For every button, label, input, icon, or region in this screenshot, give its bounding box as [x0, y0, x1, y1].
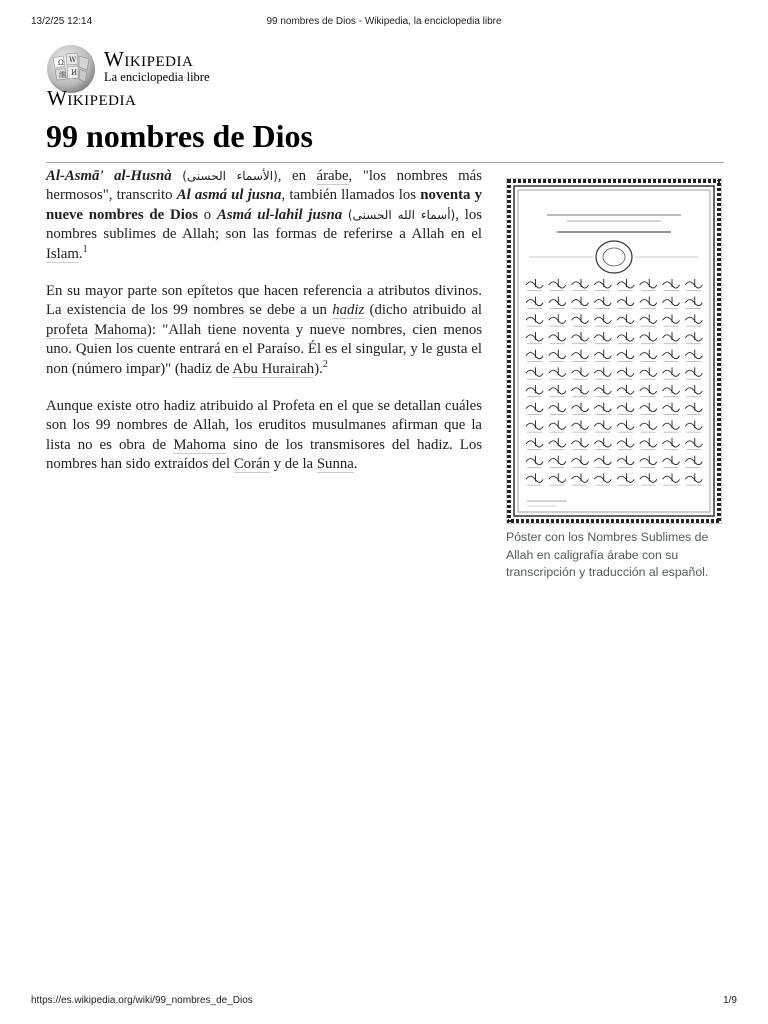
print-url: https://es.wikipedia.org/wiki/99_nombres_de_Dios: [31, 995, 253, 1006]
print-datetime: 13/2/25 12:14: [31, 16, 93, 27]
reference-2[interactable]: 2: [322, 358, 328, 370]
poster-caption: Póster con los Nombres Sublimes de Allah en caligrafía árabe con su transcripción y traducción al español.: [506, 530, 709, 580]
print-footer: [0, 995, 768, 1009]
term-asma-al-husna: Al-Asmā' al-Husnà: [46, 168, 172, 184]
svg-text:W: W: [69, 56, 77, 64]
link-abu-hurairah[interactable]: Abu Hurairah: [232, 360, 315, 377]
term-translit: Al asmá ul jusna: [176, 187, 282, 204]
term-noventa-y-nueve: noventa y nueve nombres de Dios: [46, 187, 483, 223]
wikipedia-wordmark-secondary: Wikipedia: [47, 86, 137, 110]
link-sunna[interactable]: Sunna: [316, 456, 354, 473]
page-title: 99 nombres de Dios: [46, 118, 313, 154]
link-mahoma[interactable]: Mahoma: [94, 321, 147, 338]
poster-figure: [506, 178, 722, 582]
arabic-text: (الأسماء الحسنى): [182, 169, 278, 183]
link-mahoma-2[interactable]: Mahoma: [173, 436, 226, 453]
print-doc-title: 99 nombres de Dios - Wikipedia, la enciclopedia libre: [266, 16, 502, 27]
wikipedia-tagline: La enciclopedia libre: [104, 70, 210, 84]
link-islam[interactable]: Islam: [46, 245, 79, 262]
paragraph-eruditos: Aunque existe otro hadiz atribuido al Profeta en el que se detallan cuáles son los 99 nombres de Allah, los eruditos musulmanes afirman que la lista no es obra de Mahoma sino de los transmisores del hadiz. Los nombres han sido extraídos del Corán y de la Sunna.: [46, 398, 482, 473]
link-coran[interactable]: Corán: [233, 456, 270, 473]
paragraph-intro: Al-Asmā' al-Husnà (الأسماء الحسنى), en árabe, "los nombres más hermosos", transcrito Al asmá ul jusna, también llamados los noventa y nueve nombres de Dios o Asmá ul-lahil jusna (أسماء الله الحسنى), los nombres sublimes de Allah; son las formas de referirse a Allah en el Islam.$^1$: [46, 168, 483, 262]
calligraphy-poster-image[interactable]: [506, 178, 722, 524]
term-asma-ul-lahil: Asmá ul-lahil jusna: [217, 206, 343, 223]
print-page-count: 1/9: [723, 995, 737, 1006]
link-arabe[interactable]: árabe: [316, 168, 349, 184]
print-header: [0, 16, 768, 30]
link-profeta[interactable]: profeta: [46, 321, 88, 338]
link-hadiz[interactable]: hadiz: [332, 302, 365, 319]
title-divider: [46, 162, 724, 163]
reference-1[interactable]: 1: [82, 243, 88, 255]
svg-text:И: И: [71, 69, 78, 77]
svg-text:Ω: Ω: [58, 59, 64, 67]
svg-text:維: 維: [59, 71, 66, 79]
wikipedia-wordmark: Wikipedia: [104, 47, 194, 71]
arabic-text-2: (أسماء الله الحسنى): [347, 207, 456, 222]
article-body: [46, 167, 482, 493]
paragraph-hadiz: En su mayor parte son epítetos que hacen referencia a atributos divinos. La existencia de los 99 nombres se debe a un hadiz (dicho atribuido al profeta Mahoma): "Allah tiene noventa y nueve nombres, cien menos uno. Quien los cuente entrará en el Paraíso. Él es el singular, y le gusta el non (número impar)" (hadiz de Abu Hurairah).$^2$: [46, 283, 483, 377]
